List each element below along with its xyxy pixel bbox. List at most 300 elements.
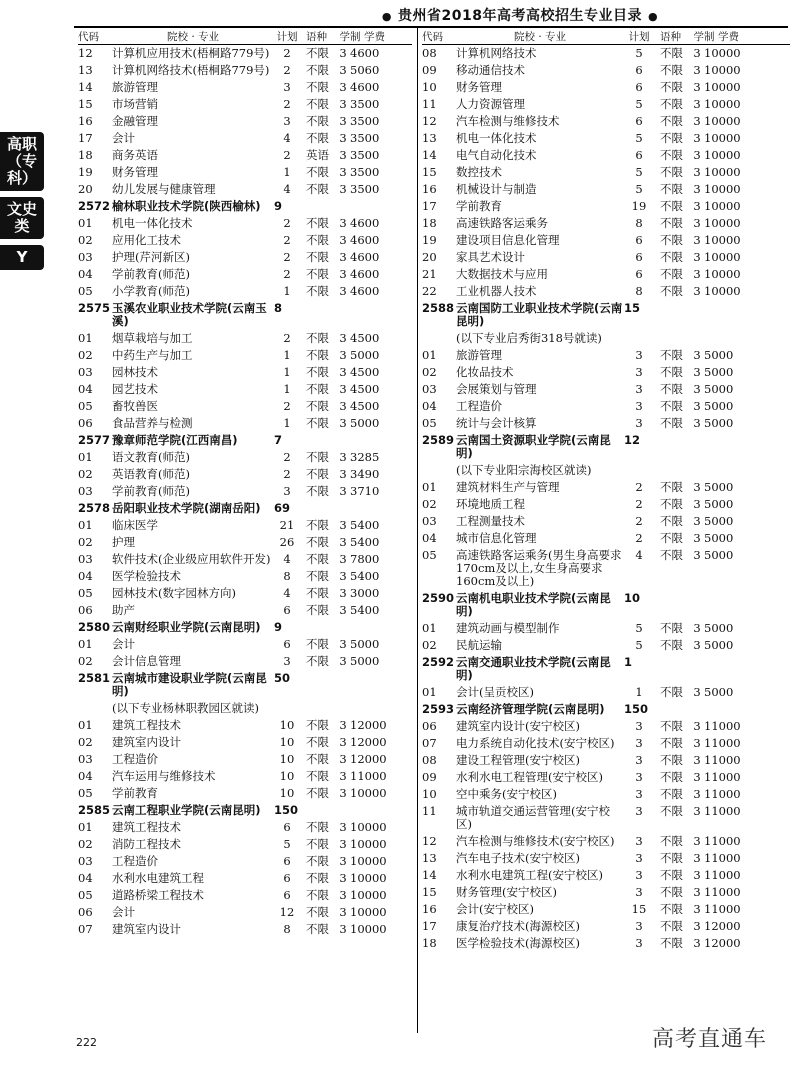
major-fee: 10000 (704, 46, 741, 60)
major-plan: 2 (635, 497, 643, 511)
major-code: 10 (422, 80, 437, 94)
major-code: 02 (78, 233, 93, 247)
major-row (422, 266, 790, 283)
major-plan: 3 (635, 382, 643, 396)
major-plan: 4 (283, 182, 291, 196)
major-row (78, 215, 412, 232)
major-duration: 3 (693, 284, 701, 298)
institution-plan: 50 (274, 671, 291, 685)
major-fee: 10000 (704, 267, 741, 281)
major-language: 不限 (306, 637, 329, 651)
major-duration: 3 (693, 851, 701, 865)
major-row (78, 283, 412, 300)
header-plan: 计划 (276, 30, 298, 43)
major-code: 05 (78, 399, 93, 413)
major-name: 会计 (112, 637, 135, 651)
major-fee: 3500 (350, 131, 380, 145)
institution-code: 2588 (422, 301, 455, 315)
major-fee: 10000 (704, 284, 741, 298)
major-row (422, 62, 790, 79)
header-lang: 语种 (660, 30, 681, 43)
major-duration: 3 (693, 216, 701, 230)
major-fee: 11000 (704, 719, 741, 733)
major-plan: 5 (283, 837, 291, 851)
institution-row (422, 654, 790, 684)
major-language: 不限 (306, 467, 329, 481)
major-row (422, 752, 790, 769)
major-duration: 3 (339, 182, 347, 196)
major-row (422, 786, 790, 803)
major-plan: 6 (283, 888, 291, 902)
major-fee: 3285 (350, 450, 380, 464)
major-row (78, 517, 412, 534)
major-row (78, 232, 412, 249)
major-code: 05 (422, 416, 437, 430)
major-plan: 6 (635, 80, 643, 94)
major-code: 03 (78, 484, 93, 498)
major-plan: 4 (283, 131, 291, 145)
major-language: 不限 (660, 199, 683, 213)
major-fee: 4500 (350, 399, 380, 413)
institution-plan: 10 (624, 591, 641, 605)
major-plan: 5 (635, 621, 643, 635)
major-language: 不限 (306, 888, 329, 902)
major-duration: 3 (693, 902, 701, 916)
institution-row (78, 619, 412, 636)
institution-plan: 15 (624, 301, 641, 315)
major-duration: 3 (693, 97, 701, 111)
major-fee: 4600 (350, 284, 380, 298)
major-language: 不限 (306, 854, 329, 868)
major-duration: 3 (339, 382, 347, 396)
major-code: 05 (78, 786, 93, 800)
major-row (78, 381, 412, 398)
major-fee: 12000 (350, 718, 387, 732)
institution-row (422, 300, 790, 330)
major-plan: 15 (631, 902, 647, 916)
institution-name: 岳阳职业技术学院(湖南岳阳) (112, 501, 261, 515)
major-code: 08 (422, 46, 437, 60)
major-code: 14 (78, 80, 93, 94)
major-duration: 3 (693, 685, 701, 699)
major-row (78, 751, 412, 768)
major-name: 建设工程管理(安宁校区) (456, 753, 580, 767)
major-name: 商务英语 (112, 148, 158, 162)
major-language: 不限 (660, 514, 683, 528)
major-row (422, 232, 790, 249)
major-duration: 3 (339, 46, 347, 60)
major-plan: 6 (635, 114, 643, 128)
major-name: 电气自动化技术 (456, 148, 537, 162)
major-fee: 5000 (350, 654, 380, 668)
major-row (422, 496, 790, 513)
major-language: 不限 (660, 787, 683, 801)
major-plan: 2 (283, 467, 291, 481)
major-name: 建设项目信息化管理 (456, 233, 560, 247)
major-plan: 2 (283, 46, 291, 60)
major-language: 不限 (660, 868, 683, 882)
major-code: 15 (422, 885, 437, 899)
major-plan: 1 (283, 348, 291, 362)
institution-plan: 1 (624, 655, 633, 669)
major-language: 不限 (660, 804, 683, 818)
major-name: 机电一体化技术 (112, 216, 193, 230)
major-code: 02 (78, 535, 93, 549)
major-language: 不限 (660, 548, 683, 562)
major-fee: 3500 (350, 114, 380, 128)
major-plan: 3 (635, 834, 643, 848)
major-code: 18 (78, 148, 93, 162)
major-row (422, 918, 790, 935)
major-name: 移动通信技术 (456, 63, 525, 77)
major-plan: 5 (635, 165, 643, 179)
major-fee: 10000 (704, 97, 741, 111)
major-duration: 3 (339, 820, 347, 834)
major-row (78, 415, 412, 432)
major-row (78, 870, 412, 887)
institution-name: 云南国土资源职业学院(云南昆明) (456, 433, 611, 460)
major-name: 会计 (112, 131, 135, 145)
major-name: 人力资源管理 (456, 97, 525, 111)
major-fee: 5000 (704, 399, 734, 413)
major-fee: 10000 (704, 199, 741, 213)
major-duration: 3 (339, 871, 347, 885)
major-fee: 5000 (704, 416, 734, 430)
major-code: 01 (422, 621, 437, 635)
major-fee: 4600 (350, 267, 380, 281)
major-code: 20 (78, 182, 93, 196)
major-code: 22 (422, 284, 437, 298)
major-duration: 3 (339, 654, 347, 668)
institution-code: 2581 (78, 671, 111, 685)
header-dot-right: ● (647, 10, 659, 23)
major-code: 03 (422, 382, 437, 396)
major-name: 畜牧兽医 (112, 399, 158, 413)
major-fee: 11000 (704, 902, 741, 916)
major-duration: 3 (339, 786, 347, 800)
major-language: 不限 (660, 250, 683, 264)
major-fee: 10000 (704, 131, 741, 145)
major-code: 14 (422, 868, 437, 882)
major-name: 财务管理(安宁校区) (456, 885, 557, 899)
major-plan: 3 (283, 80, 291, 94)
major-language: 不限 (660, 348, 683, 362)
major-row (78, 249, 412, 266)
major-fee: 10000 (704, 233, 741, 247)
major-name: 食品营养与检测 (112, 416, 193, 430)
major-row (78, 534, 412, 551)
major-name: 建筑室内设计 (112, 735, 181, 749)
major-code: 03 (78, 250, 93, 264)
major-language: 不限 (660, 97, 683, 111)
major-plan: 3 (635, 868, 643, 882)
major-duration: 3 (693, 885, 701, 899)
major-fee: 10000 (704, 114, 741, 128)
major-code: 05 (78, 888, 93, 902)
major-plan: 2 (283, 97, 291, 111)
major-name: 护理(芹河新区) (112, 250, 190, 264)
major-duration: 3 (693, 480, 701, 494)
major-duration: 3 (693, 80, 701, 94)
major-duration: 3 (339, 735, 347, 749)
major-code: 03 (78, 854, 93, 868)
major-duration: 3 (693, 365, 701, 379)
major-plan: 12 (279, 905, 295, 919)
page-header (260, 5, 780, 25)
major-row (78, 466, 412, 483)
major-plan: 5 (635, 46, 643, 60)
major-plan: 10 (279, 718, 295, 732)
major-language: 不限 (660, 621, 683, 635)
major-fee: 10000 (704, 165, 741, 179)
institution-name: 云南国防工业职业技术学院(云南昆明) (456, 301, 623, 328)
major-fee: 10000 (704, 182, 741, 196)
major-plan: 3 (635, 936, 643, 950)
major-name: 城市轨道交通运营管理(安宁校区) (456, 804, 610, 831)
major-code: 01 (422, 480, 437, 494)
major-duration: 3 (339, 586, 347, 600)
institution-row (78, 432, 412, 449)
major-row (422, 530, 790, 547)
side-tabs (0, 132, 46, 276)
major-fee: 10000 (350, 837, 387, 851)
major-name: 园艺技术 (112, 382, 158, 396)
major-name: 学前教育 (456, 199, 502, 213)
major-plan: 6 (283, 871, 291, 885)
institution-code: 2590 (422, 591, 455, 605)
major-code: 05 (78, 586, 93, 600)
major-name: 康复治疗技术(海源校区) (456, 919, 580, 933)
major-code: 16 (422, 902, 437, 916)
major-language: 不限 (306, 216, 329, 230)
major-code: 04 (78, 871, 93, 885)
major-duration: 3 (693, 348, 701, 362)
major-name: 城市信息化管理 (456, 531, 537, 545)
major-name: 小学教育(师范) (112, 284, 190, 298)
major-fee: 10000 (350, 854, 387, 868)
major-plan: 4 (283, 552, 291, 566)
major-code: 04 (78, 267, 93, 281)
major-duration: 3 (339, 450, 347, 464)
major-language: 不限 (660, 497, 683, 511)
institution-plan: 9 (274, 199, 283, 213)
major-fee: 3710 (350, 484, 380, 498)
major-plan: 2 (283, 267, 291, 281)
major-language: 不限 (306, 769, 329, 783)
major-code: 17 (422, 919, 437, 933)
institution-name: 云南城市建设职业学院(云南昆明) (112, 671, 267, 698)
major-code: 13 (78, 63, 93, 77)
major-fee: 5000 (704, 497, 734, 511)
major-language: 不限 (660, 480, 683, 494)
major-language: 不限 (306, 552, 329, 566)
major-duration: 3 (339, 535, 347, 549)
major-plan: 3 (635, 348, 643, 362)
major-row (78, 330, 412, 347)
major-language: 不限 (660, 770, 683, 784)
major-row (78, 130, 412, 147)
major-name: 化妆品技术 (456, 365, 514, 379)
institution-row (78, 500, 412, 517)
header-plan: 计划 (628, 30, 650, 43)
major-fee: 5000 (704, 685, 734, 699)
major-duration: 3 (339, 905, 347, 919)
major-language: 不限 (660, 638, 683, 652)
major-fee: 11000 (704, 770, 741, 784)
major-row (422, 215, 790, 232)
major-name: 汽车运用与维修技术 (112, 769, 216, 783)
major-row (422, 803, 790, 833)
page-title: 贵州省2018年高考高校招生专业目录 (398, 8, 642, 24)
institution-name: 榆林职业技术学院(陕西榆林) (112, 199, 261, 213)
major-name: 医学检验技术(海源校区) (456, 936, 580, 950)
major-row (422, 398, 790, 415)
major-duration: 3 (339, 80, 347, 94)
major-row (422, 884, 790, 901)
major-code: 06 (78, 416, 93, 430)
major-duration: 3 (339, 348, 347, 362)
institution-code: 2585 (78, 803, 111, 817)
major-duration: 3 (339, 518, 347, 532)
major-code: 02 (422, 638, 437, 652)
major-plan: 6 (635, 63, 643, 77)
major-plan: 6 (635, 148, 643, 162)
major-name: 统计与会计核算 (456, 416, 537, 430)
major-plan: 4 (635, 548, 643, 562)
major-row (422, 620, 790, 637)
major-plan: 10 (279, 769, 295, 783)
major-plan: 2 (635, 531, 643, 545)
watermark: 高考直通车 (652, 1027, 768, 1052)
major-row (78, 887, 412, 904)
major-name: 建筑室内设计(安宁校区) (456, 719, 580, 733)
institution-code: 2589 (422, 433, 455, 447)
major-duration: 3 (339, 854, 347, 868)
major-row (422, 147, 790, 164)
major-plan: 6 (635, 233, 643, 247)
major-language: 不限 (660, 753, 683, 767)
major-fee: 5000 (704, 514, 734, 528)
major-fee: 5000 (704, 548, 734, 562)
major-plan: 4 (283, 586, 291, 600)
major-name: 计算机网络技术(梧桐路779号) (112, 63, 270, 77)
major-plan: 5 (635, 131, 643, 145)
major-duration: 3 (339, 233, 347, 247)
major-fee: 12000 (704, 936, 741, 950)
major-row (422, 547, 790, 590)
major-language: 不限 (306, 331, 329, 345)
major-language: 不限 (306, 871, 329, 885)
major-code: 01 (78, 820, 93, 834)
major-fee: 3490 (350, 467, 380, 481)
major-duration: 3 (693, 834, 701, 848)
major-plan: 10 (279, 752, 295, 766)
major-row (78, 181, 412, 198)
major-fee: 11000 (704, 753, 741, 767)
major-language: 英语 (306, 148, 329, 162)
major-plan: 8 (283, 569, 291, 583)
major-plan: 3 (635, 804, 643, 818)
major-name: 水利水电建筑工程(安宁校区) (456, 868, 603, 882)
major-duration: 3 (339, 467, 347, 481)
major-fee: 4600 (350, 250, 380, 264)
major-duration: 3 (693, 497, 701, 511)
major-fee: 11000 (704, 851, 741, 865)
major-fee: 10000 (350, 820, 387, 834)
major-code: 07 (78, 922, 93, 936)
major-duration: 3 (693, 868, 701, 882)
major-language: 不限 (660, 531, 683, 545)
major-fee: 5000 (704, 621, 734, 635)
column-header (78, 28, 412, 45)
major-language: 不限 (306, 922, 329, 936)
major-fee: 5400 (350, 518, 380, 532)
major-language: 不限 (660, 63, 683, 77)
side-tab-category: 文史类 (0, 197, 44, 239)
major-language: 不限 (660, 165, 683, 179)
major-language: 不限 (660, 46, 683, 60)
major-language: 不限 (306, 233, 329, 247)
major-duration: 3 (693, 148, 701, 162)
major-name: 助产 (112, 603, 135, 617)
major-language: 不限 (306, 182, 329, 196)
major-plan: 2 (283, 399, 291, 413)
major-fee: 3500 (350, 97, 380, 111)
side-tab-level: 高职（专科） (0, 132, 44, 191)
major-row (78, 449, 412, 466)
major-code: 05 (422, 548, 437, 562)
major-row (78, 164, 412, 181)
major-name: 高速铁路客运乘务(男生身高要求170cm及以上,女生身高要求160cm及以上) (456, 548, 622, 588)
major-name: 园林技术 (112, 365, 158, 379)
major-code: 04 (78, 569, 93, 583)
institution-plan: 69 (274, 501, 291, 515)
header-name: 院校 · 专业 (166, 30, 219, 43)
major-language: 不限 (660, 885, 683, 899)
institution-name: 云南交通职业技术学院(云南昆明) (456, 655, 611, 682)
major-language: 不限 (306, 786, 329, 800)
major-row (78, 79, 412, 96)
major-language: 不限 (306, 905, 329, 919)
major-code: 06 (422, 719, 437, 733)
major-fee: 10000 (704, 216, 741, 230)
major-duration: 3 (339, 888, 347, 902)
major-fee: 11000 (704, 736, 741, 750)
major-name: 数控技术 (456, 165, 502, 179)
major-row (422, 164, 790, 181)
major-fee: 10000 (350, 786, 387, 800)
major-name: 护理 (112, 535, 135, 549)
major-fee: 12000 (350, 735, 387, 749)
major-row (422, 113, 790, 130)
major-fee: 11000 (350, 769, 387, 783)
major-language: 不限 (306, 80, 329, 94)
major-row (422, 381, 790, 398)
major-duration: 3 (339, 637, 347, 651)
note-row (422, 462, 790, 479)
major-row (78, 853, 412, 870)
major-fee: 5000 (704, 480, 734, 494)
major-row (78, 147, 412, 164)
major-code: 02 (78, 735, 93, 749)
major-code: 02 (78, 467, 93, 481)
major-duration: 3 (339, 416, 347, 430)
major-name: 机电一体化技术 (456, 131, 537, 145)
major-code: 17 (422, 199, 437, 213)
major-row (78, 768, 412, 785)
major-row (422, 867, 790, 884)
major-plan: 21 (279, 518, 295, 532)
